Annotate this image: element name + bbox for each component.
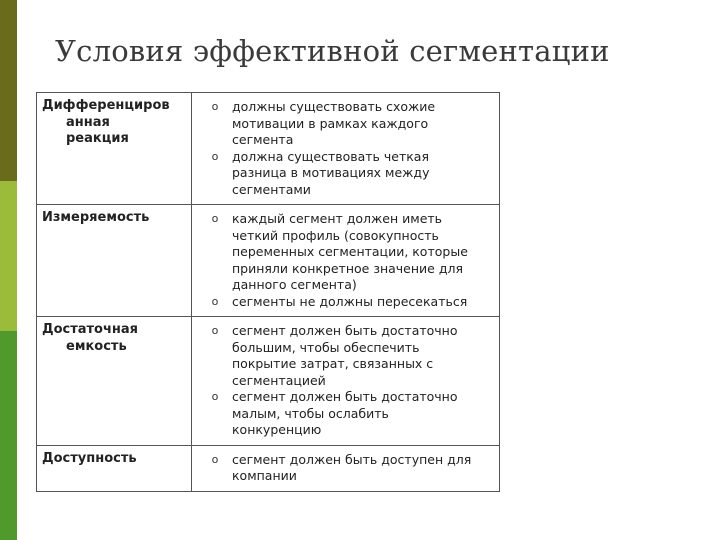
criterion-line: реакция <box>66 131 129 146</box>
item-line: большим, чтобы обеспечить <box>232 339 420 355</box>
criterion-line: Дифференциров <box>42 98 170 113</box>
item-line: сегмент должен быть доступен для <box>232 451 472 467</box>
description-cell <box>192 93 500 205</box>
table-row <box>37 445 500 491</box>
criterion-line: Измеряемость <box>42 210 150 225</box>
item-line: сегментацией <box>232 372 326 388</box>
list-item <box>198 294 491 311</box>
list-item <box>198 211 491 294</box>
bullet-circle-icon: o <box>211 212 219 225</box>
table-row <box>37 205 500 317</box>
bullet-circle-icon: o <box>211 452 219 466</box>
criterion-cell <box>37 93 192 205</box>
criterion-cell <box>37 445 192 491</box>
bullet-circle-icon: o <box>211 390 219 403</box>
item-line: сегмент должен быть достаточно <box>232 389 458 404</box>
item-line: сегмент должен быть достаточно <box>232 323 458 338</box>
criteria-table <box>36 92 500 492</box>
criterion-line: Достаточная <box>42 322 139 337</box>
list-item <box>198 452 491 485</box>
item-line: каждый сегмент должен иметь <box>232 211 443 226</box>
criterion-line: Доступность <box>42 450 137 466</box>
item-line: малым, чтобы ослабить <box>232 405 389 421</box>
list-item <box>198 323 491 389</box>
description-cell <box>192 445 500 491</box>
item-line: компании <box>232 468 297 483</box>
item-line: четкий профиль (совокупность <box>232 227 439 243</box>
item-line: конкуренцию <box>232 422 322 437</box>
criterion-cell <box>37 317 192 446</box>
item-line: приняли конкретное значение для <box>232 260 463 276</box>
description-cell <box>192 317 500 446</box>
list-item <box>198 389 491 439</box>
bullet-circle-icon: o <box>211 100 219 113</box>
item-line: мотивации в рамках каждого <box>232 115 429 131</box>
list-item <box>198 149 491 199</box>
item-line: сегмента <box>232 132 294 147</box>
item-line: сегментами <box>232 181 311 197</box>
criterion-line: анная <box>66 114 110 130</box>
slide-title: Условия эффективной сегментации <box>55 34 610 68</box>
table-row <box>37 93 500 205</box>
accent-band-top <box>0 0 17 181</box>
bullet-circle-icon: o <box>211 294 219 308</box>
list-item <box>198 99 491 149</box>
accent-band-bottom <box>0 331 17 540</box>
item-line: сегменты не должны пересекаться <box>232 293 468 309</box>
item-line: переменных сегментации, которые <box>232 244 468 259</box>
item-line: данного сегмента) <box>232 277 357 292</box>
criterion-cell <box>37 205 192 317</box>
accent-band-middle <box>0 181 17 331</box>
table-row <box>37 317 500 446</box>
item-line: должна существовать четкая <box>232 148 429 164</box>
item-line: должны существовать схожие <box>232 99 436 114</box>
description-cell <box>192 205 500 317</box>
item-line: покрытие затрат, связанных с <box>232 356 434 371</box>
item-line: разница в мотивациях между <box>232 165 430 180</box>
bullet-circle-icon: o <box>211 149 219 163</box>
bullet-circle-icon: o <box>211 324 219 337</box>
criterion-line: емкость <box>66 338 127 354</box>
